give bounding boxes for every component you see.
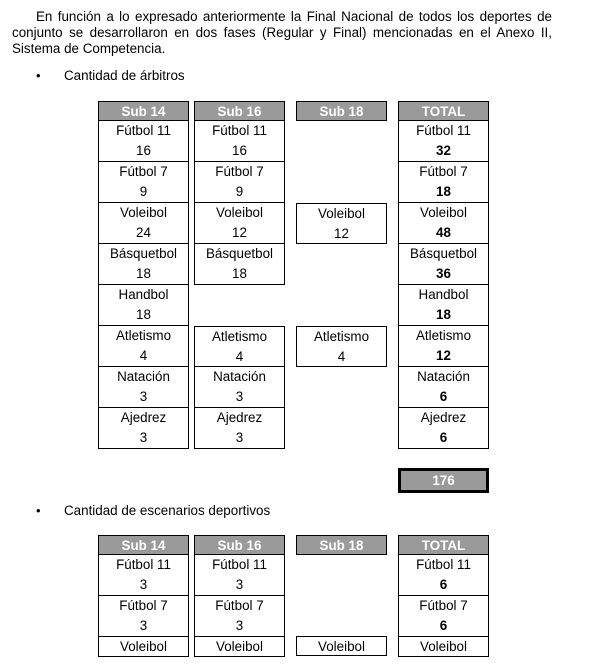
sport-name: Básquetbol (109, 246, 177, 261)
sport-name: Voleibol (318, 206, 365, 221)
sport-name: Ajedrez (420, 410, 467, 425)
cell (398, 162, 489, 203)
sport-name: Fútbol 11 (416, 123, 471, 138)
cell (398, 326, 489, 367)
cell (98, 408, 189, 449)
cell (98, 162, 189, 203)
sport-count: 3 (139, 618, 148, 633)
sport-name: Natación (213, 369, 266, 384)
cell (98, 244, 189, 285)
column-total (398, 535, 489, 657)
sport-name: Voleibol (420, 205, 467, 220)
cell (98, 121, 189, 162)
column-sub14 (98, 535, 189, 657)
sport-name: Fútbol 7 (419, 164, 468, 179)
cell (98, 326, 189, 367)
sport-total: 6 (439, 618, 448, 633)
sport-total: 6 (439, 577, 448, 592)
cell (398, 203, 489, 244)
cell (194, 244, 285, 285)
section2-title: Cantidad de escenarios deportivos (64, 503, 271, 518)
sport-count: 18 (136, 307, 151, 322)
header-sub16: Sub 16 (194, 101, 285, 121)
bullet-icon: • (36, 503, 41, 518)
column-sub16 (194, 535, 285, 657)
cell (398, 367, 489, 408)
sport-name: Fútbol 11 (212, 557, 267, 572)
cell (296, 636, 387, 656)
cell (194, 162, 285, 203)
column-total (398, 101, 489, 449)
sport-total: 12 (436, 348, 451, 363)
sport-count: 3 (235, 577, 244, 592)
header-sub18: Sub 18 (296, 535, 387, 555)
cell (98, 203, 189, 244)
sport-count: 3 (139, 577, 148, 592)
sport-count: 3 (139, 430, 148, 445)
sport-count: 9 (139, 184, 148, 199)
cell (194, 408, 285, 449)
sport-total: 6 (439, 389, 448, 404)
sport-name: Voleibol (318, 639, 365, 654)
header-sub14: Sub 14 (98, 101, 189, 121)
column-sub18-atletismo (296, 326, 387, 367)
cell (398, 555, 489, 596)
header-total: TOTAL (398, 101, 489, 121)
cell (296, 326, 387, 367)
intro-paragraph: En función a lo expresado anteriormente la Final Nacional de todos los deportes de conjunto se desarrollaron en dos fases (Regular y Final) mencionadas en el Anexo II, Sistema de Competencia. (12, 9, 552, 56)
sport-name: Fútbol 7 (215, 164, 264, 179)
sport-name: Ajedrez (216, 410, 263, 425)
sport-total: 6 (439, 430, 448, 445)
cell (194, 326, 285, 367)
cell (398, 285, 489, 326)
sport-total: 32 (436, 143, 451, 158)
bullet-icon: • (36, 68, 41, 83)
sport-name: Handbol (418, 287, 469, 302)
cell (194, 121, 285, 162)
column-sub18-voleibol (296, 203, 387, 244)
sport-count: 3 (235, 618, 244, 633)
cell (398, 637, 489, 657)
sport-name: Natación (417, 369, 470, 384)
sport-name: Fútbol 11 (116, 557, 171, 572)
sport-count: 16 (232, 143, 247, 158)
sport-total: 48 (436, 225, 451, 240)
sport-total: 18 (436, 184, 451, 199)
sport-name: Atletismo (211, 329, 268, 344)
sport-name: Voleibol (420, 639, 467, 654)
sport-count: 12 (232, 225, 247, 240)
sport-name: Handbol (118, 287, 169, 302)
sport-count: 12 (334, 226, 349, 241)
cell (194, 203, 285, 244)
sport-name: Voleibol (216, 639, 263, 654)
sport-name: Fútbol 11 (416, 557, 471, 572)
cell (98, 367, 189, 408)
cell (194, 555, 285, 596)
header-sub16: Sub 16 (194, 535, 285, 555)
column-sub14 (98, 101, 189, 449)
column-sub18 (296, 101, 387, 121)
sport-name: Fútbol 7 (119, 164, 168, 179)
cell (296, 203, 387, 244)
column-sub16-lower (194, 326, 285, 449)
cell (194, 637, 285, 657)
cell (98, 555, 189, 596)
sport-count: 24 (136, 225, 151, 240)
grand-total-box: 176 (398, 468, 489, 493)
cell (398, 121, 489, 162)
cell (194, 596, 285, 637)
sport-name: Fútbol 11 (116, 123, 171, 138)
sport-count: 16 (136, 143, 151, 158)
column-sub18 (296, 535, 387, 555)
sport-name: Natación (117, 369, 170, 384)
column-sub16 (194, 101, 285, 285)
cell (98, 637, 189, 657)
sport-name: Voleibol (120, 639, 167, 654)
header-total: TOTAL (398, 535, 489, 555)
sport-name: Atletismo (313, 329, 370, 344)
cell (398, 244, 489, 285)
sport-count: 4 (235, 349, 244, 364)
sport-count: 4 (337, 349, 346, 364)
sport-name: Fútbol 7 (419, 598, 468, 613)
sport-name: Voleibol (216, 205, 263, 220)
sport-count: 9 (235, 184, 244, 199)
sport-total: 18 (436, 307, 451, 322)
section1-title: Cantidad de árbitros (64, 68, 185, 83)
sport-total: 36 (436, 266, 451, 281)
sport-name: Voleibol (120, 205, 167, 220)
sport-count: 3 (139, 389, 148, 404)
sport-count: 18 (136, 266, 151, 281)
sport-name: Básquetbol (409, 246, 477, 261)
column-sub18-voleibol (296, 636, 387, 656)
header-sub14: Sub 14 (98, 535, 189, 555)
cell (98, 596, 189, 637)
cell (398, 596, 489, 637)
sport-name: Fútbol 7 (119, 598, 168, 613)
header-sub18: Sub 18 (296, 101, 387, 121)
sport-name: Fútbol 11 (212, 123, 267, 138)
cell (194, 367, 285, 408)
cell (398, 408, 489, 449)
sport-name: Atletismo (415, 328, 472, 343)
sport-count: 18 (232, 266, 247, 281)
sport-name: Básquetbol (205, 246, 273, 261)
sport-count: 3 (235, 430, 244, 445)
sport-count: 3 (235, 389, 244, 404)
sport-name: Atletismo (115, 328, 172, 343)
sport-name: Ajedrez (120, 410, 167, 425)
cell (98, 285, 189, 326)
sport-name: Fútbol 7 (215, 598, 264, 613)
sport-count: 4 (139, 348, 148, 363)
